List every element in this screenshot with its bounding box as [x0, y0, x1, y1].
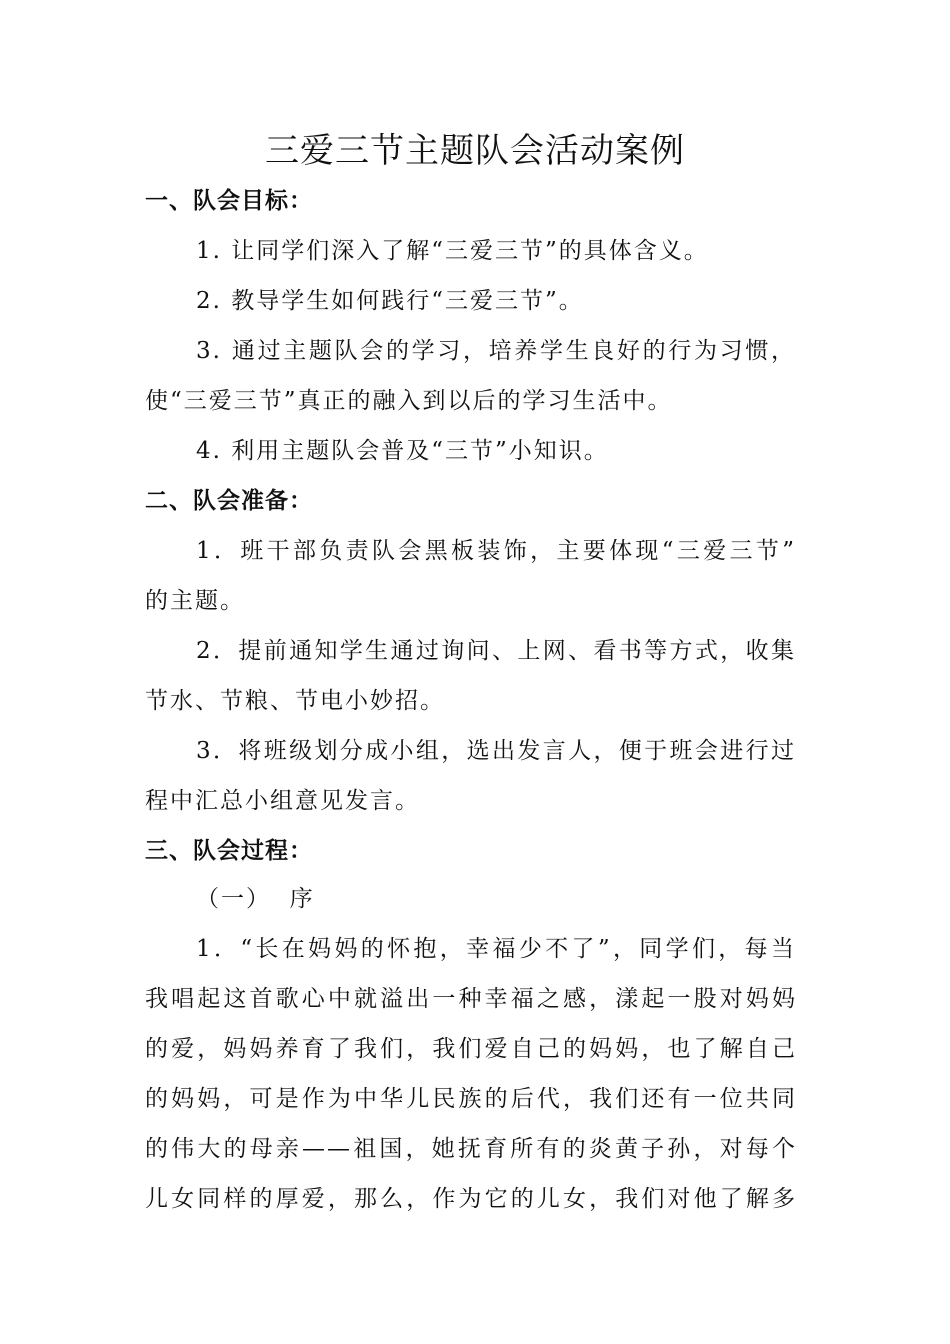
prep-item-3: 3．将班级划分成小组，选出发言人，便于班会进行过 [196, 738, 796, 764]
process-paragraph-line-1: 1．“长在妈妈的怀抱，幸福少不了”，同学们，每当 [196, 936, 796, 962]
goal-item-4: 4. 利用主题队会普及“三节”小知识。 [196, 438, 609, 464]
process-paragraph-line-5: 的伟大的母亲——祖国，她抚育所有的炎黄子孙，对每个 [145, 1136, 797, 1162]
prep-item-2: 2．提前通知学生通过询问、上网、看书等方式，收集 [196, 638, 796, 664]
process-subheading: （一） 序 [196, 886, 315, 912]
goal-item-1: 1. 让同学们深入了解“三爱三节”的具体含义。 [196, 238, 709, 264]
section-heading-goals: 一、队会目标： [145, 188, 313, 214]
goal-item-3-continued: 使“三爱三节”真正的融入到以后的学习生活中。 [145, 388, 673, 414]
process-paragraph-line-3: 的爱，妈妈养育了我们，我们爱自己的妈妈，也了解自己 [145, 1036, 797, 1062]
prep-item-3-continued: 程中汇总小组意见发言。 [145, 788, 420, 814]
section-heading-preparation: 二、队会准备： [145, 488, 313, 514]
process-paragraph-line-2: 我唱起这首歌心中就溢出一种幸福之感，漾起一股对妈妈 [145, 986, 797, 1012]
document-title: 三爱三节主题队会活动案例 [265, 131, 685, 171]
process-paragraph-line-6: 儿女同样的厚爱，那么，作为它的儿女，我们对他了解多 [145, 1186, 797, 1212]
prep-item-2-continued: 节水、节粮、节电小妙招。 [145, 688, 445, 714]
goal-item-2: 2. 教导学生如何践行“三爱三节”。 [196, 288, 584, 314]
process-paragraph-line-4: 的妈妈，可是作为中华儿民族的后代，我们还有一位共同 [145, 1086, 797, 1112]
section-heading-process: 三、队会过程： [145, 838, 313, 864]
prep-item-1-continued: 的主题。 [145, 588, 245, 614]
goal-item-3: 3. 通过主题队会的学习，培养学生良好的行为习惯， [196, 338, 796, 364]
prep-item-1: 1．班干部负责队会黑板装饰，主要体现“三爱三节” [196, 538, 796, 564]
